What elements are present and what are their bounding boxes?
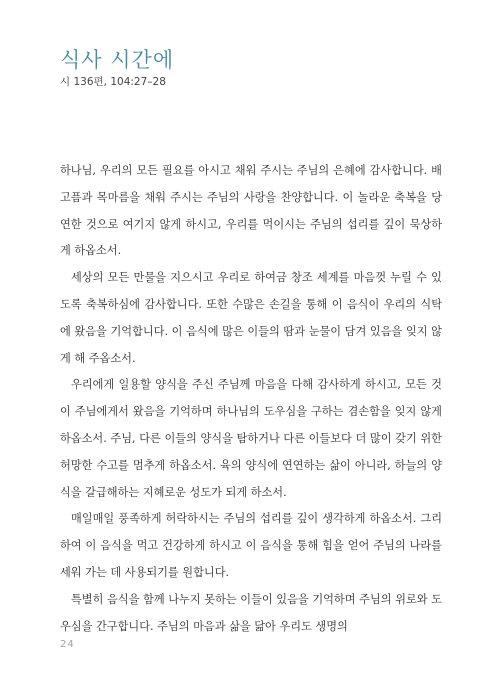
page-number: 24 xyxy=(60,639,75,650)
paragraph-1: 하나님, 우리의 모든 필요를 아시고 채워 주시는 주님의 은혜에 감사합니다. 배고픔과 목마름을 채워 주시는 주님의 사랑을 찬양합니다. 이 놀라운 축복을 당연한 것으로 여기지 않게 하시고, 우리를 먹이시는 주님의 섭리를 깊이 묵상하게 하옵소서. xyxy=(60,164,442,258)
paragraph-4: 매일매일 풍족하게 허락하시는 주님의 섭리를 깊이 생각하게 하옵소서. 그리하여 이 음식을 먹고 건강하게 하시고 이 음식을 통해 힘을 얻어 주님의 나라를 세워 가는 데 사용되기를 원합니다. xyxy=(60,512,442,579)
prayer-body xyxy=(60,158,442,640)
paragraph-2: 세상의 모든 만물을 지으시고 우리로 하여금 창조 세계를 마음껏 누릴 수 있도록 축복하심에 감사합니다. 또한 수많은 손길을 통해 이 음식이 우리의 식탁에 왔음을 기억합니다. 이 음식에 많은 이들의 땀과 눈물이 담겨 있음을 잊지 않게 해 주옵소서. xyxy=(60,271,442,365)
paragraph-3: 우리에게 일용할 양식을 주신 주님께 마음을 다해 감사하게 하시고, 모든 것이 주님에게서 왔음을 기억하며 하나님의 도우심을 구하는 겸손함을 잊지 않게 하옵소서. 주님, 다른 이들의 양식을 탐하거나 다른 이들보다 더 많이 갖기 위한 허망한 수고를 멈추게 하옵소서. 육의 양식에 연연하는 삶이 아니라, 하늘의 양식을 갈급해하는 지혜로운 성도가 되게 하소서. xyxy=(60,378,442,499)
paragraph-5: 특별히 음식을 함께 나누지 못하는 이들이 있음을 기억하며 주님의 위로와 도우심을 간구합니다. 주님의 마음과 삶을 닮아 우리도 생명의 xyxy=(60,592,442,633)
page-title: 식사 시간에 xyxy=(60,48,175,72)
scripture-reference: 시 136편, 104:27–28 xyxy=(60,76,166,88)
